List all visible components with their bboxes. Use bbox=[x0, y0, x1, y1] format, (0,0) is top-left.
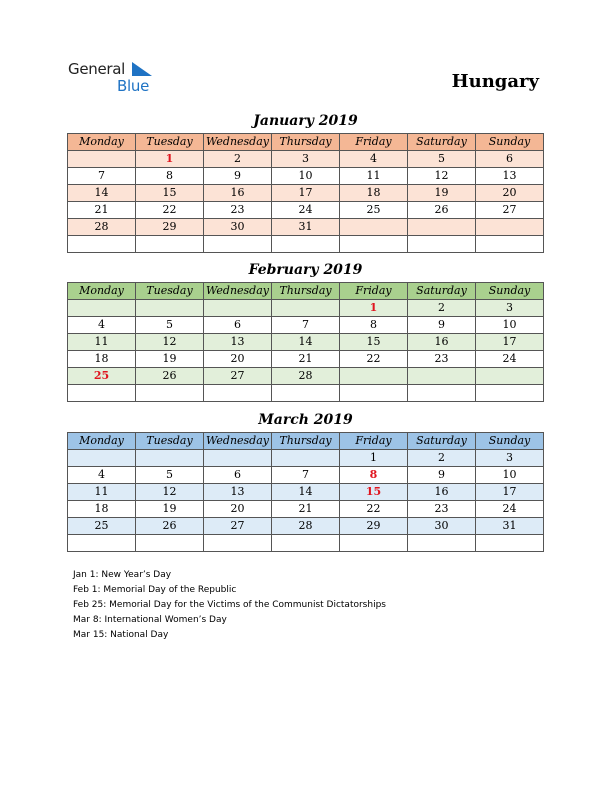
day-cell: 21 bbox=[68, 202, 136, 219]
day-cell: 19 bbox=[136, 351, 204, 368]
day-cell: 5 bbox=[136, 467, 204, 484]
day-cell bbox=[204, 300, 272, 317]
week-row bbox=[68, 334, 544, 351]
weekday-header: Thursday bbox=[272, 433, 340, 450]
day-cell bbox=[340, 236, 408, 253]
day-cell: 28 bbox=[272, 518, 340, 535]
day-cell: 22 bbox=[340, 501, 408, 518]
weekday-header: Wednesday bbox=[204, 283, 272, 300]
day-cell: 10 bbox=[476, 317, 544, 334]
day-cell: 1 bbox=[136, 151, 204, 168]
day-cell: 15 bbox=[340, 334, 408, 351]
calendar-january bbox=[67, 133, 544, 253]
weekday-header: Sunday bbox=[476, 283, 544, 300]
day-cell: 20 bbox=[476, 185, 544, 202]
day-cell bbox=[340, 219, 408, 236]
weekday-header: Saturday bbox=[408, 433, 476, 450]
day-cell bbox=[272, 300, 340, 317]
week-row bbox=[68, 168, 544, 185]
day-cell bbox=[136, 300, 204, 317]
calendar-february bbox=[67, 282, 544, 402]
day-cell bbox=[476, 368, 544, 385]
logo-general-text: General bbox=[68, 60, 126, 78]
day-cell: 18 bbox=[340, 185, 408, 202]
weekday-header: Tuesday bbox=[136, 433, 204, 450]
day-cell: 3 bbox=[476, 300, 544, 317]
weekday-header-row bbox=[68, 134, 544, 151]
day-cell bbox=[136, 385, 204, 402]
week-row bbox=[68, 518, 544, 535]
month-title-february: February 2019 bbox=[248, 262, 363, 278]
weekday-header: Monday bbox=[68, 283, 136, 300]
day-cell: 11 bbox=[340, 168, 408, 185]
day-cell: 7 bbox=[272, 317, 340, 334]
day-cell: 13 bbox=[204, 334, 272, 351]
day-cell: 2 bbox=[204, 151, 272, 168]
day-cell: 25 bbox=[68, 518, 136, 535]
day-cell: 12 bbox=[408, 168, 476, 185]
day-cell bbox=[408, 535, 476, 552]
day-cell: 9 bbox=[204, 168, 272, 185]
weekday-header: Tuesday bbox=[136, 134, 204, 151]
holiday-note: Feb 25: Memorial Day for the Victims of the Communist Dictatorships bbox=[73, 600, 386, 610]
day-cell bbox=[136, 236, 204, 253]
day-cell: 30 bbox=[204, 219, 272, 236]
day-cell bbox=[476, 236, 544, 253]
day-cell: 11 bbox=[68, 484, 136, 501]
day-cell: 19 bbox=[408, 185, 476, 202]
day-cell bbox=[340, 385, 408, 402]
week-row bbox=[68, 467, 544, 484]
day-cell: 12 bbox=[136, 484, 204, 501]
day-cell: 3 bbox=[476, 450, 544, 467]
day-cell: 27 bbox=[476, 202, 544, 219]
day-cell: 22 bbox=[340, 351, 408, 368]
day-cell: 24 bbox=[272, 202, 340, 219]
day-cell: 8 bbox=[340, 467, 408, 484]
day-cell: 21 bbox=[272, 501, 340, 518]
day-cell: 18 bbox=[68, 351, 136, 368]
day-cell bbox=[68, 151, 136, 168]
weekday-header-row bbox=[68, 283, 544, 300]
day-cell: 14 bbox=[272, 334, 340, 351]
day-cell: 16 bbox=[408, 484, 476, 501]
day-cell: 25 bbox=[68, 368, 136, 385]
day-cell: 17 bbox=[476, 334, 544, 351]
weekday-header: Wednesday bbox=[204, 134, 272, 151]
day-cell: 15 bbox=[136, 185, 204, 202]
weekday-header: Monday bbox=[68, 134, 136, 151]
day-cell: 4 bbox=[68, 317, 136, 334]
day-cell: 24 bbox=[476, 351, 544, 368]
day-cell: 27 bbox=[204, 518, 272, 535]
week-row bbox=[68, 202, 544, 219]
day-cell: 7 bbox=[68, 168, 136, 185]
day-cell: 1 bbox=[340, 450, 408, 467]
day-cell bbox=[408, 236, 476, 253]
day-cell: 5 bbox=[136, 317, 204, 334]
day-cell: 31 bbox=[272, 219, 340, 236]
day-cell bbox=[68, 300, 136, 317]
day-cell bbox=[340, 535, 408, 552]
day-cell: 4 bbox=[340, 151, 408, 168]
week-row bbox=[68, 368, 544, 385]
weekday-header: Friday bbox=[340, 134, 408, 151]
day-cell: 9 bbox=[408, 317, 476, 334]
holiday-notes bbox=[73, 568, 386, 643]
day-cell: 5 bbox=[408, 151, 476, 168]
day-cell bbox=[204, 450, 272, 467]
month-title-january: January 2019 bbox=[253, 113, 358, 129]
day-cell: 20 bbox=[204, 501, 272, 518]
weekday-header: Sunday bbox=[476, 134, 544, 151]
day-cell bbox=[476, 535, 544, 552]
weekday-header: Thursday bbox=[272, 134, 340, 151]
day-cell bbox=[136, 535, 204, 552]
day-cell: 6 bbox=[204, 467, 272, 484]
day-cell: 26 bbox=[136, 518, 204, 535]
week-row bbox=[68, 501, 544, 518]
day-cell: 15 bbox=[340, 484, 408, 501]
day-cell: 21 bbox=[272, 351, 340, 368]
day-cell: 24 bbox=[476, 501, 544, 518]
day-cell: 2 bbox=[408, 300, 476, 317]
day-cell: 20 bbox=[204, 351, 272, 368]
month-title-march: March 2019 bbox=[258, 412, 353, 428]
week-row bbox=[68, 535, 544, 552]
country-title: Hungary bbox=[451, 71, 539, 92]
logo bbox=[68, 60, 168, 96]
day-cell: 27 bbox=[204, 368, 272, 385]
weekday-header: Saturday bbox=[408, 283, 476, 300]
logo-blue-text: Blue bbox=[117, 77, 149, 95]
calendar-march bbox=[67, 432, 544, 552]
day-cell: 13 bbox=[204, 484, 272, 501]
day-cell bbox=[408, 219, 476, 236]
day-cell bbox=[272, 385, 340, 402]
day-cell: 17 bbox=[272, 185, 340, 202]
day-cell: 28 bbox=[68, 219, 136, 236]
weekday-header: Monday bbox=[68, 433, 136, 450]
day-cell bbox=[408, 368, 476, 385]
day-cell: 16 bbox=[204, 185, 272, 202]
day-cell bbox=[408, 385, 476, 402]
day-cell: 17 bbox=[476, 484, 544, 501]
day-cell: 8 bbox=[136, 168, 204, 185]
weekday-header: Friday bbox=[340, 433, 408, 450]
day-cell bbox=[136, 450, 204, 467]
day-cell: 10 bbox=[476, 467, 544, 484]
day-cell: 13 bbox=[476, 168, 544, 185]
day-cell: 10 bbox=[272, 168, 340, 185]
day-cell: 12 bbox=[136, 334, 204, 351]
day-cell bbox=[68, 535, 136, 552]
day-cell: 31 bbox=[476, 518, 544, 535]
logo-triangle-icon bbox=[132, 62, 152, 76]
week-row bbox=[68, 236, 544, 253]
day-cell bbox=[68, 385, 136, 402]
day-cell bbox=[204, 385, 272, 402]
day-cell: 25 bbox=[340, 202, 408, 219]
weekday-header: Wednesday bbox=[204, 433, 272, 450]
day-cell bbox=[340, 368, 408, 385]
day-cell: 22 bbox=[136, 202, 204, 219]
week-row bbox=[68, 351, 544, 368]
day-cell: 9 bbox=[408, 467, 476, 484]
week-row bbox=[68, 300, 544, 317]
day-cell: 29 bbox=[340, 518, 408, 535]
weekday-header-row bbox=[68, 433, 544, 450]
day-cell: 29 bbox=[136, 219, 204, 236]
day-cell: 7 bbox=[272, 467, 340, 484]
holiday-note: Mar 15: National Day bbox=[73, 630, 169, 640]
day-cell: 30 bbox=[408, 518, 476, 535]
day-cell: 28 bbox=[272, 368, 340, 385]
week-row bbox=[68, 185, 544, 202]
day-cell bbox=[476, 219, 544, 236]
week-row bbox=[68, 450, 544, 467]
day-cell: 23 bbox=[204, 202, 272, 219]
week-row bbox=[68, 385, 544, 402]
day-cell: 23 bbox=[408, 501, 476, 518]
weekday-header: Sunday bbox=[476, 433, 544, 450]
day-cell: 6 bbox=[204, 317, 272, 334]
day-cell: 19 bbox=[136, 501, 204, 518]
holiday-note: Mar 8: International Women’s Day bbox=[73, 615, 227, 625]
day-cell: 26 bbox=[136, 368, 204, 385]
day-cell bbox=[204, 535, 272, 552]
day-cell: 4 bbox=[68, 467, 136, 484]
day-cell bbox=[272, 535, 340, 552]
holiday-note: Jan 1: New Year’s Day bbox=[73, 570, 172, 580]
day-cell: 14 bbox=[272, 484, 340, 501]
day-cell: 1 bbox=[340, 300, 408, 317]
weekday-header: Tuesday bbox=[136, 283, 204, 300]
day-cell: 14 bbox=[68, 185, 136, 202]
holiday-note: Feb 1: Memorial Day of the Republic bbox=[73, 585, 237, 595]
weekday-header: Saturday bbox=[408, 134, 476, 151]
day-cell: 3 bbox=[272, 151, 340, 168]
weekday-header: Friday bbox=[340, 283, 408, 300]
week-row bbox=[68, 151, 544, 168]
week-row bbox=[68, 219, 544, 236]
day-cell: 8 bbox=[340, 317, 408, 334]
day-cell bbox=[68, 236, 136, 253]
weekday-header: Thursday bbox=[272, 283, 340, 300]
day-cell: 26 bbox=[408, 202, 476, 219]
day-cell: 16 bbox=[408, 334, 476, 351]
day-cell: 6 bbox=[476, 151, 544, 168]
day-cell: 23 bbox=[408, 351, 476, 368]
day-cell bbox=[68, 450, 136, 467]
day-cell: 18 bbox=[68, 501, 136, 518]
day-cell: 11 bbox=[68, 334, 136, 351]
day-cell: 2 bbox=[408, 450, 476, 467]
week-row bbox=[68, 484, 544, 501]
day-cell bbox=[204, 236, 272, 253]
day-cell bbox=[272, 450, 340, 467]
week-row bbox=[68, 317, 544, 334]
day-cell bbox=[272, 236, 340, 253]
day-cell bbox=[476, 385, 544, 402]
